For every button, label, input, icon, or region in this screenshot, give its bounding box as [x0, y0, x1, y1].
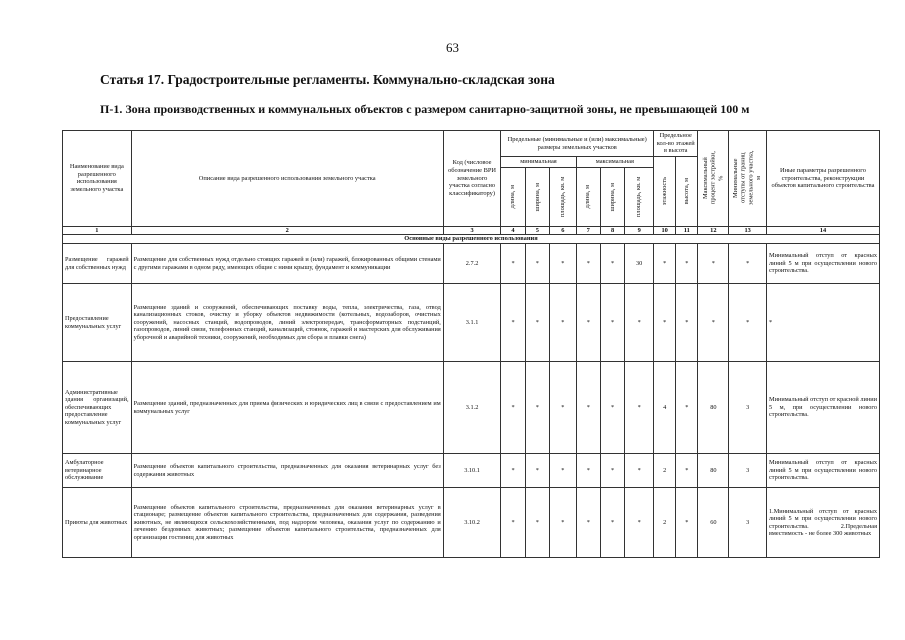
row-name: Размещение гаражей для собственных нужд	[63, 244, 132, 284]
row-description: Размещение зданий и сооружений, обеспечивающих поставку воды, тепла, электричества, газа, отвод канализационных стоков, очистку и уборку объектов недвижимости (котельных, водозаборов, очистных сооружений, насосных станций, водопроводов, линий электропередач, трансформаторных подстанций, газопроводов, линий связи, телефонных станций, канализаций, стоянок, гаражей и мастерских для обслуживания уборочной и аварийной техники, сооружений, необходимых для сбора и плавки снега)	[131, 284, 443, 362]
row-value: *	[625, 362, 654, 454]
row-value: *	[654, 284, 676, 362]
header-max-area: площадь, кв. м	[625, 167, 654, 226]
header-min-width: ширина, м	[525, 167, 549, 226]
column-number: 3	[443, 226, 501, 235]
row-other: Минимальный отступ от красной линии 5 м, при осуществлении нового строительства.	[766, 362, 879, 454]
row-value: *	[525, 284, 549, 362]
row-name: Предоставление коммунальных услуг	[63, 284, 132, 362]
row-value: *	[501, 284, 525, 362]
column-number: 5	[525, 226, 549, 235]
row-value: 3	[729, 488, 767, 558]
row-value: *	[676, 284, 698, 362]
row-name: Амбулаторное ветеринарное обслуживание	[63, 454, 132, 488]
row-value: *	[550, 244, 577, 284]
row-description: Размещение для собственных нужд отдельно стоящих гаражей и (или) гаражей, блокированных общими стенами с другими гаражами в одном ряду, имеющих общие с ними крышу, фундамент и коммуникации	[131, 244, 443, 284]
row-other: Минимальный отступ от красных линий 5 м при осуществлении нового строительства.	[766, 454, 879, 488]
row-description: Размещение объектов капитального строительства, предназначенных для оказания ветеринарных услуг без содержания животных	[131, 454, 443, 488]
column-number: 7	[576, 226, 600, 235]
row-value: *	[550, 488, 577, 558]
table-row	[63, 454, 880, 488]
row-value: *	[676, 454, 698, 488]
row-value: *	[600, 488, 624, 558]
page-number: 63	[446, 40, 459, 55]
row-value: *	[698, 244, 729, 284]
row-value: *	[698, 284, 729, 362]
column-number: 6	[550, 226, 577, 235]
header-min-area: площадь, кв. м	[550, 167, 577, 226]
row-value: *	[600, 244, 624, 284]
header-floors-count: этажность	[654, 157, 676, 227]
row-value: *	[576, 454, 600, 488]
row-value: *	[676, 244, 698, 284]
table-row	[63, 488, 880, 558]
row-description: Размещение объектов капитального строительства, предназначенных для оказания ветеринарных услуг в стационаре; размещение объектов капитального строительства, предназначенных для содержания, разведения животных, не являющихся сельскохозяйственными, под надзором человека, оказания услуг по содержанию и лечению бездомных животных; размещение объектов капитального строительства, предназначенных для организации гостиниц для животных	[131, 488, 443, 558]
column-number: 10	[654, 226, 676, 235]
header-floors: Предельное кол-во этажей в высота	[654, 131, 698, 157]
row-value: 2	[654, 454, 676, 488]
row-name: Приюты для животных	[63, 488, 132, 558]
row-value: 4	[654, 362, 676, 454]
table-row	[63, 362, 880, 454]
row-value: *	[576, 488, 600, 558]
row-value: 30	[625, 244, 654, 284]
row-value: 2	[654, 488, 676, 558]
row-value: *	[729, 244, 767, 284]
row-value: *	[501, 362, 525, 454]
row-code: 2.7.2	[443, 244, 501, 284]
header-max-width: ширина, м	[600, 167, 624, 226]
row-value: *	[576, 362, 600, 454]
row-value: 3	[729, 362, 767, 454]
row-value: *	[729, 284, 767, 362]
column-number: 4	[501, 226, 525, 235]
row-value: *	[501, 488, 525, 558]
row-value: *	[501, 244, 525, 284]
column-number: 12	[698, 226, 729, 235]
column-number: 8	[600, 226, 624, 235]
header-max-length: длина, м	[576, 167, 600, 226]
header-other: Иные параметры разрешенного строительства, реконструкции объектов капитального строительства	[766, 131, 879, 227]
row-value: *	[625, 488, 654, 558]
row-description: Размещение зданий, предназначенных для приема физических и юридических лиц в связи с предоставлением им коммунальных услуг	[131, 362, 443, 454]
row-value: *	[625, 284, 654, 362]
row-value: *	[600, 284, 624, 362]
row-value: *	[576, 244, 600, 284]
row-value: *	[576, 284, 600, 362]
row-value: 80	[698, 362, 729, 454]
row-value: 3	[729, 454, 767, 488]
row-name: Административные здания организаций, обеспечивающих предоставление коммунальных услуг	[63, 362, 132, 454]
column-number: 13	[729, 226, 767, 235]
header-limits: Предельные (минимальные и (или) максимальные) размеры земельных участков	[501, 131, 654, 157]
header-height: высота, м	[676, 157, 698, 227]
header-description: Описание вида разрешенного использования земельного участка	[131, 131, 443, 227]
row-value: *	[525, 244, 549, 284]
row-code: 3.10.2	[443, 488, 501, 558]
header-setback: Минимальные отступы от границ земельного участка, м	[729, 131, 767, 227]
regulations-table	[62, 130, 880, 558]
table-row	[63, 284, 880, 362]
row-value: 60	[698, 488, 729, 558]
header-max: максимальная	[576, 157, 654, 168]
header-name: Наименование вида разрешенного использования земельного участка	[63, 131, 132, 227]
table-body	[63, 244, 880, 558]
row-value: *	[525, 362, 549, 454]
row-value: *	[676, 362, 698, 454]
row-value: *	[501, 454, 525, 488]
row-code: 3.10.1	[443, 454, 501, 488]
row-value: *	[600, 362, 624, 454]
header-min: минимальная	[501, 157, 576, 168]
row-value: *	[550, 362, 577, 454]
row-code: 3.1.1	[443, 284, 501, 362]
column-number: 1	[63, 226, 132, 235]
section-title: Основные виды разрешенного использования	[63, 235, 880, 244]
column-number: 2	[131, 226, 443, 235]
column-numbers-row	[63, 226, 880, 235]
row-value: *	[550, 284, 577, 362]
column-number: 11	[676, 226, 698, 235]
column-number: 9	[625, 226, 654, 235]
column-number: 14	[766, 226, 879, 235]
row-value: 80	[698, 454, 729, 488]
row-code: 3.1.2	[443, 362, 501, 454]
header-coverage: Максимальный процент застройки, %	[698, 131, 729, 227]
row-value: *	[550, 454, 577, 488]
row-other: *	[766, 284, 879, 362]
row-other: 1.Минимальный отступ от красных линий 5 м при осуществлении нового строительства. 2.Предельная вместимость - не более 300 животных	[766, 488, 879, 558]
article-title: Статья 17. Градостроительные регламенты. Коммунально-складская зона	[100, 72, 555, 87]
header-min-length: длина, м	[501, 167, 525, 226]
zone-subtitle: П-1. Зона производственных и коммунальных объектов с размером санитарно-защитной зоны, не превышающей 100 м	[100, 102, 750, 116]
row-value: *	[600, 454, 624, 488]
row-value: *	[654, 244, 676, 284]
header-code: Код (числовое обозначение ВРИ земельного участка согласно классификатору)	[443, 131, 501, 227]
row-value: *	[625, 454, 654, 488]
row-other: Минимальный отступ от красных линий 5 м при осуществлении нового строительства.	[766, 244, 879, 284]
row-value: *	[676, 488, 698, 558]
table-row	[63, 244, 880, 284]
row-value: *	[525, 488, 549, 558]
row-value: *	[525, 454, 549, 488]
